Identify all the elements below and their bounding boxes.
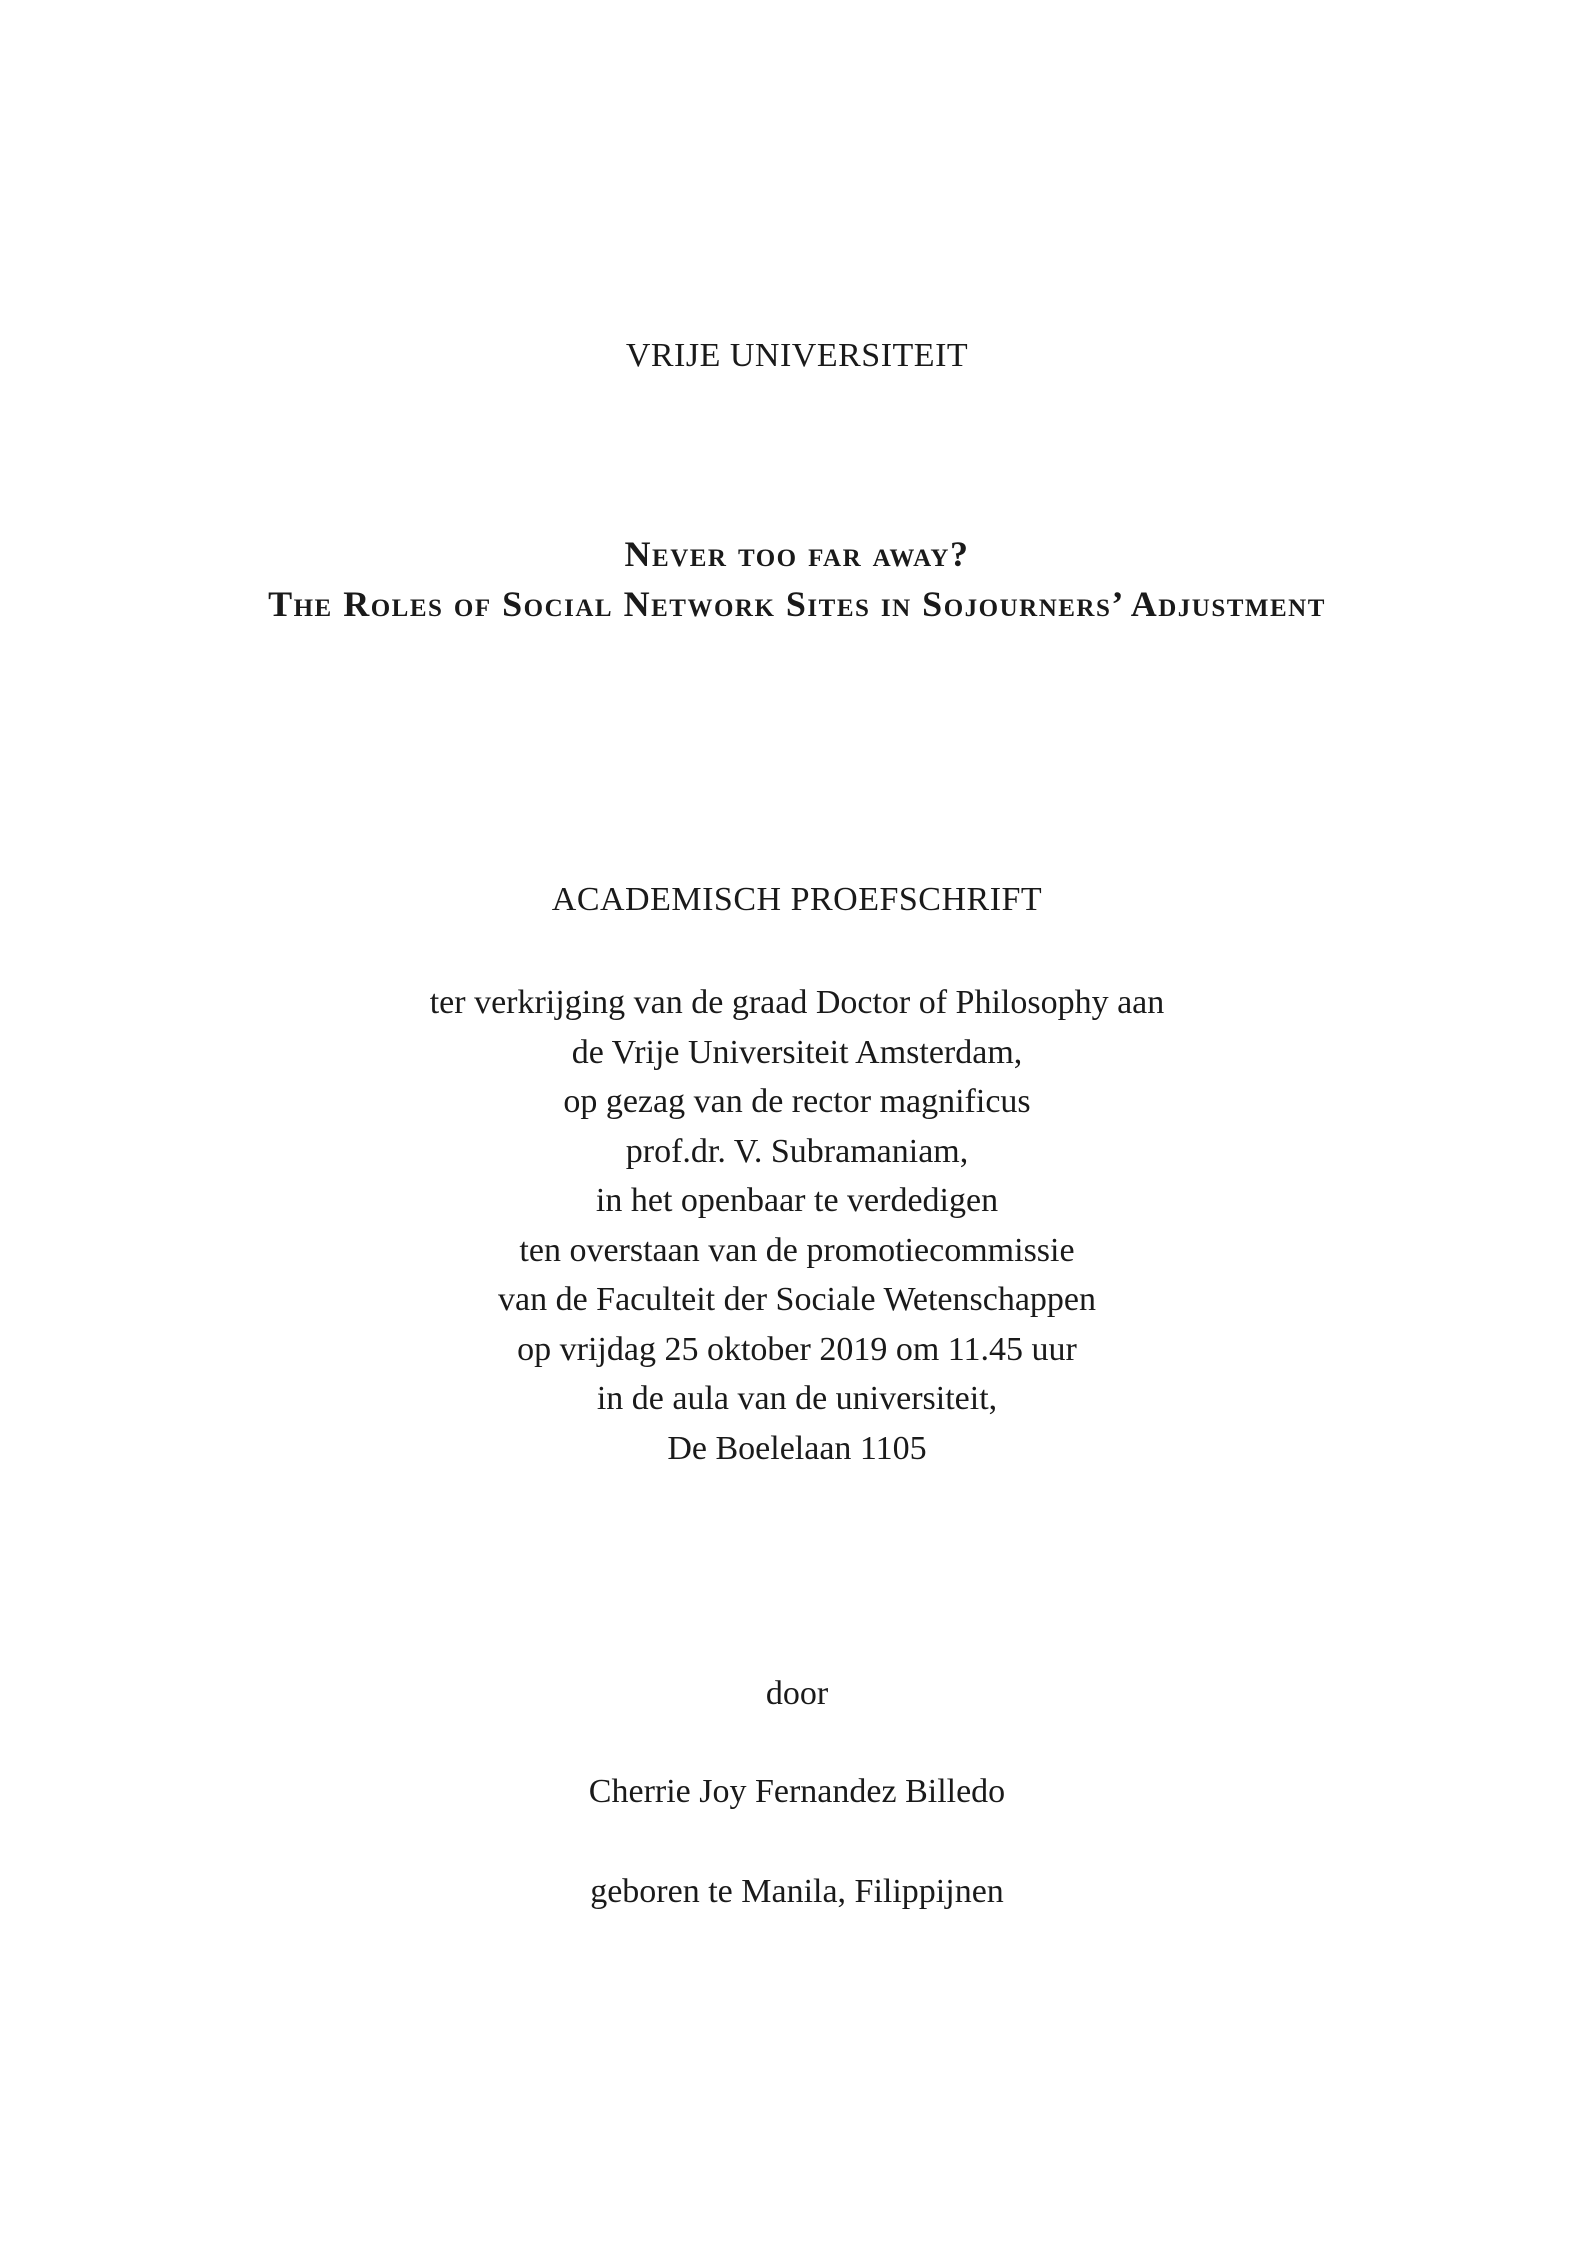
by-label: door [765,1675,829,1712]
thesis-type: ACADEMISCH PROEFSCHRIFT [551,881,1043,918]
conferral-statement [0,978,1594,1473]
thesis-title-line-2: The Roles of Social Network Sites in Sojourners’ Adjustment [268,584,1326,624]
thesis-title-line-1: Never too far away? [624,534,970,574]
conferral-line: op gezag van de rector magnificus [563,1083,1031,1120]
conferral-line: van de Faculteit der Sociale Wetenschappen [497,1281,1097,1318]
conferral-line: ten overstaan van de promotiecommissie [519,1231,1075,1269]
conferral-line: De Boelelaan 1105 [667,1429,927,1467]
conferral-line: in het openbaar te verdedigen [595,1182,999,1219]
conferral-line: de Vrije Universiteit Amsterdam, [571,1033,1023,1071]
conferral-line: ter verkrijging van de graad Doctor of Philosophy aan [429,984,1165,1021]
conferral-line: in de aula van de universiteit, [596,1380,998,1417]
university-name: VRIJE UNIVERSITEIT [625,337,969,374]
birthplace: geboren te Manila, Filippijnen [590,1873,1004,1910]
conferral-line: prof.dr. V. Subramaniam, [625,1132,969,1170]
author-name: Cherrie Joy Fernandez Billedo [588,1773,1006,1810]
conferral-line: op vrijdag 25 oktober 2019 om 11.45 uur [517,1330,1077,1368]
